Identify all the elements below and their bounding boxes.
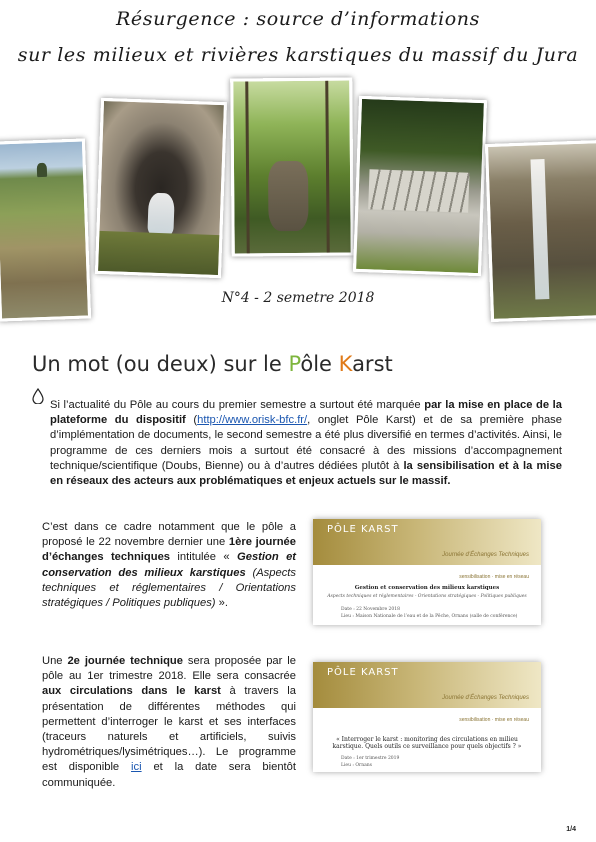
flyer-subtitle: Journée d’Échanges Techniques — [442, 552, 529, 558]
flyer-subtitle: Journée d’Échanges Techniques — [442, 695, 529, 701]
flyer-location: Lieu : Ornans — [341, 763, 372, 768]
flyer-title: « Interroger le karst : monitoring des circulations en milieu karstique. Quels outils ce surveillance pour quels objectifs ? » — [332, 736, 522, 750]
flyer-tagline: sensibilisation · mise en réseau — [459, 717, 529, 723]
page-number: 1/4 — [566, 826, 576, 833]
water-drop-icon — [32, 388, 44, 409]
journee-1-paragraph: C’est dans ce cadre notamment que le pôle a proposé le 22 novembre dernier une 1ère journée d’échanges techniques intitulée « Gestion et conservation des milieux karstiques (Aspects techniques et réglementaires / Orientations stratégiques / Politiques publiques) ». — [42, 521, 297, 610]
header-title-line2: sur les milieux et rivières karstiques du massif du Jura — [17, 44, 579, 66]
flyer-location: Lieu : Maison Nationale de l’eau et de la Pêche, Ornans (salle de conférence) — [341, 614, 518, 619]
flyer-date: Date : 22 Novembre 2018 — [341, 607, 400, 612]
pole-karst-logo: PÔLE KARST — [327, 524, 399, 535]
journee-1-flyer — [313, 519, 541, 625]
photo-limestone-pavement — [353, 96, 487, 276]
photo-cave-resurgence — [95, 98, 227, 278]
section-title: Un mot (ou deux) sur le Pôle Karst — [32, 352, 393, 376]
journee-2-flyer — [313, 662, 541, 772]
intro-paragraph: Si l’actualité du Pôle au cours du premier semestre a surtout été marquée par la mise en place de la plateforme du dispositif (http://www.orisk-bfc.fr/, onglet Pôle Karst) et de sa première phase d’implémentation de documents, le second semestre a été plus diversifié en termes d’activités. Ainsi, le programme de ces derniers mois a surtout été consacré à des missions d’accompagnement technique/scientifique (Doubs, Bienne) ou à d’autres dédiées plutôt à la sensibilisation et à la mise en réseaux des acteurs aux problématiques et enjeux actuels sur le massif. — [50, 399, 562, 488]
orisk-link[interactable]: http://www.orisk-bfc.fr/ — [197, 414, 308, 427]
programme-link[interactable]: ici — [131, 761, 142, 774]
flyer-title: Gestion et conservation des milieux karstiques — [354, 585, 500, 591]
flyer-date: Date : 1er trimestre 2019 — [341, 756, 400, 761]
journee-2-paragraph: Une 2e journée technique sera proposée par le pôle au 1er trimestre 2018. Elle sera consacrée aux circulations dans le karst à travers la présentation de différentes méthodes qui permettent d’interroger le karst et ses interfaces (traceurs naturels et artificiels, suivis hydrométriques/lysimétriques…). Le programme est disponible ici et la date sera bientôt communiquée. — [42, 655, 296, 789]
photo-forest-waterfall — [230, 77, 354, 256]
flyer-title-sub: Aspects techniques et réglementaires - Orientations stratégiques - Politiques publiques — [327, 594, 527, 599]
header-title-line1: Résurgence : source d’informations — [115, 8, 480, 30]
issue-label: N°4 - 2 semetre 2018 — [221, 290, 375, 306]
pole-karst-logo: PÔLE KARST — [327, 667, 399, 678]
flyer-tagline: sensibilisation · mise en réseau — [459, 574, 529, 580]
